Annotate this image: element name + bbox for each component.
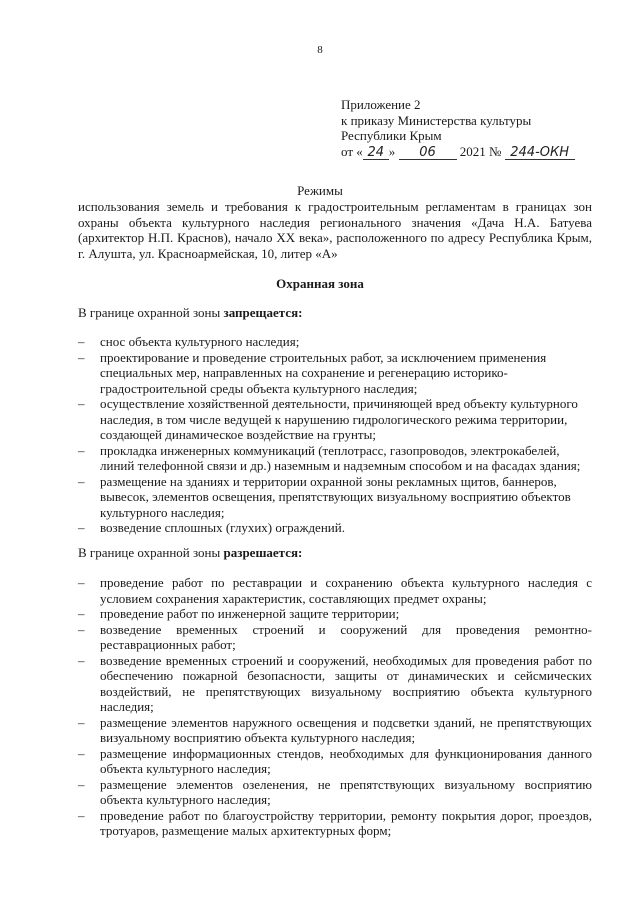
list-item	[78, 443, 592, 474]
dash-bullet: –	[78, 396, 85, 411]
document-title: Режимы	[297, 183, 343, 198]
list-item	[78, 777, 592, 808]
list-item-text: проектирование и проведение строительных работ, за исключением применения специальных мер, направленных на сохранение и регенерацию историко-градостроительной среды объекта культурного наследия;	[100, 349, 547, 396]
page-number: 8	[317, 44, 323, 56]
allowed-intro	[78, 545, 592, 561]
appendix-header	[341, 97, 621, 160]
prohibited-intro-text: В границе охранной зоны	[78, 305, 224, 320]
allowed-intro-text: В границе охранной зоны	[78, 545, 224, 560]
list-item-text: прокладка инженерных коммуникаций (теплотрасс, газопроводов, электрокабелей, линий телефонной связи и др.) наземным и надземным способом и на фасадах здания;	[100, 442, 581, 473]
order-number-handwritten: 244-ОКН	[505, 145, 575, 160]
appendix-line-2: к приказу Министерства культуры	[341, 112, 532, 128]
dash-bullet: –	[78, 776, 85, 792]
list-item	[78, 334, 592, 350]
dash-bullet: –	[78, 807, 85, 823]
list-item-text: проведение работ по реставрации и сохранению объекта культурного наследия с условием сохранения характеристик, составляющих предмет охраны;	[100, 575, 592, 606]
list-item	[78, 396, 592, 443]
list-item	[78, 746, 592, 777]
dash-bullet: –	[78, 473, 85, 489]
zone-heading: Охранная зона	[276, 276, 364, 291]
list-item	[78, 350, 592, 397]
dash-bullet: –	[78, 621, 85, 637]
list-item	[78, 520, 592, 536]
list-item-text: возведение сплошных (глухих) ограждений.	[100, 520, 345, 535]
list-item	[78, 606, 592, 622]
dash-bullet: –	[78, 745, 85, 761]
list-item-text: снос объекта культурного наследия;	[100, 334, 300, 349]
allowed-intro-bold: разрешается:	[223, 545, 303, 560]
prohibited-list	[78, 334, 592, 536]
dash-bullet: –	[78, 714, 85, 730]
list-item	[78, 474, 592, 521]
appendix-line-3: Республики Крым	[341, 128, 442, 143]
dash-bullet: –	[78, 606, 85, 621]
appendix-line-1: Приложение 2	[341, 97, 421, 112]
list-item-text: осуществление хозяйственной деятельности, причиняющей вред объекту культурного наследия, в том числе ведущей к нарушению гидрологического режима территории, создающей динамическое воздействие на грунты;	[100, 396, 578, 442]
list-item	[78, 653, 592, 715]
order-date-line	[341, 144, 621, 160]
list-item-text: проведение работ по инженерной защите территории;	[100, 606, 400, 621]
prohibited-intro	[78, 305, 592, 321]
list-item	[78, 715, 592, 746]
list-item-text: размещение элементов озеленения, не препятствующих визуальному восприятию объекта культурного наследия;	[100, 776, 592, 807]
allowed-list	[78, 575, 592, 839]
list-item-text: размещение на зданиях и территории охранной зоны рекламных щитов, баннеров, вывесок, элементов освещения, препятствующих визуальному восприятию объектов культурного наследия;	[100, 473, 571, 520]
date-mid: »	[388, 143, 396, 159]
list-item-text: возведение временных строений и сооружений, необходимых для проведения работ по обеспечению пожарной безопасности, защиты от динамических и сейсмических воздействий, не препятствующих визуальному восприятию объекта культурного наследия;	[100, 652, 592, 714]
list-item	[78, 575, 592, 606]
dash-bullet: –	[78, 334, 85, 349]
list-item-text: проведение работ по благоустройству территории, ремонту покрытия дорог, проездов, тротуаров, размещение малых архитектурных форм;	[100, 807, 592, 838]
date-prefix: от «	[341, 143, 363, 159]
dash-bullet: –	[78, 652, 85, 668]
prohibited-intro-bold: запрещается:	[223, 305, 303, 320]
dash-bullet: –	[78, 442, 85, 458]
list-item-text: размещение элементов наружного освещения и подсветки зданий, не препятствующих визуальному восприятию объекта культурного наследия;	[100, 714, 592, 745]
dash-bullet: –	[78, 349, 85, 365]
list-item	[78, 622, 592, 653]
dash-bullet: –	[78, 520, 85, 535]
list-item-text: возведение временных строений и сооружений для проведения ремонтно-реставрационных работ;	[100, 621, 592, 652]
dash-bullet: –	[78, 575, 85, 590]
date-day-handwritten: 24	[363, 145, 389, 160]
list-item	[78, 808, 592, 839]
list-item-text: размещение информационных стендов, необходимых для функционирования данного объекта культурного наследия;	[100, 745, 592, 776]
document-subtitle: использования земель и требования к градостроительным регламентам в границах зон охраны объекта культурного наследия регионального значения «Дача Н.А. Батуева (архитектор Н.П. Краснов), начало XX века», расположенного по адресу Республика Крым, г. Алушта, ул. Красноармейская, 10, литер «А»	[78, 199, 592, 261]
date-month-handwritten: 06	[399, 145, 457, 160]
date-year: 2021 №	[459, 143, 502, 159]
